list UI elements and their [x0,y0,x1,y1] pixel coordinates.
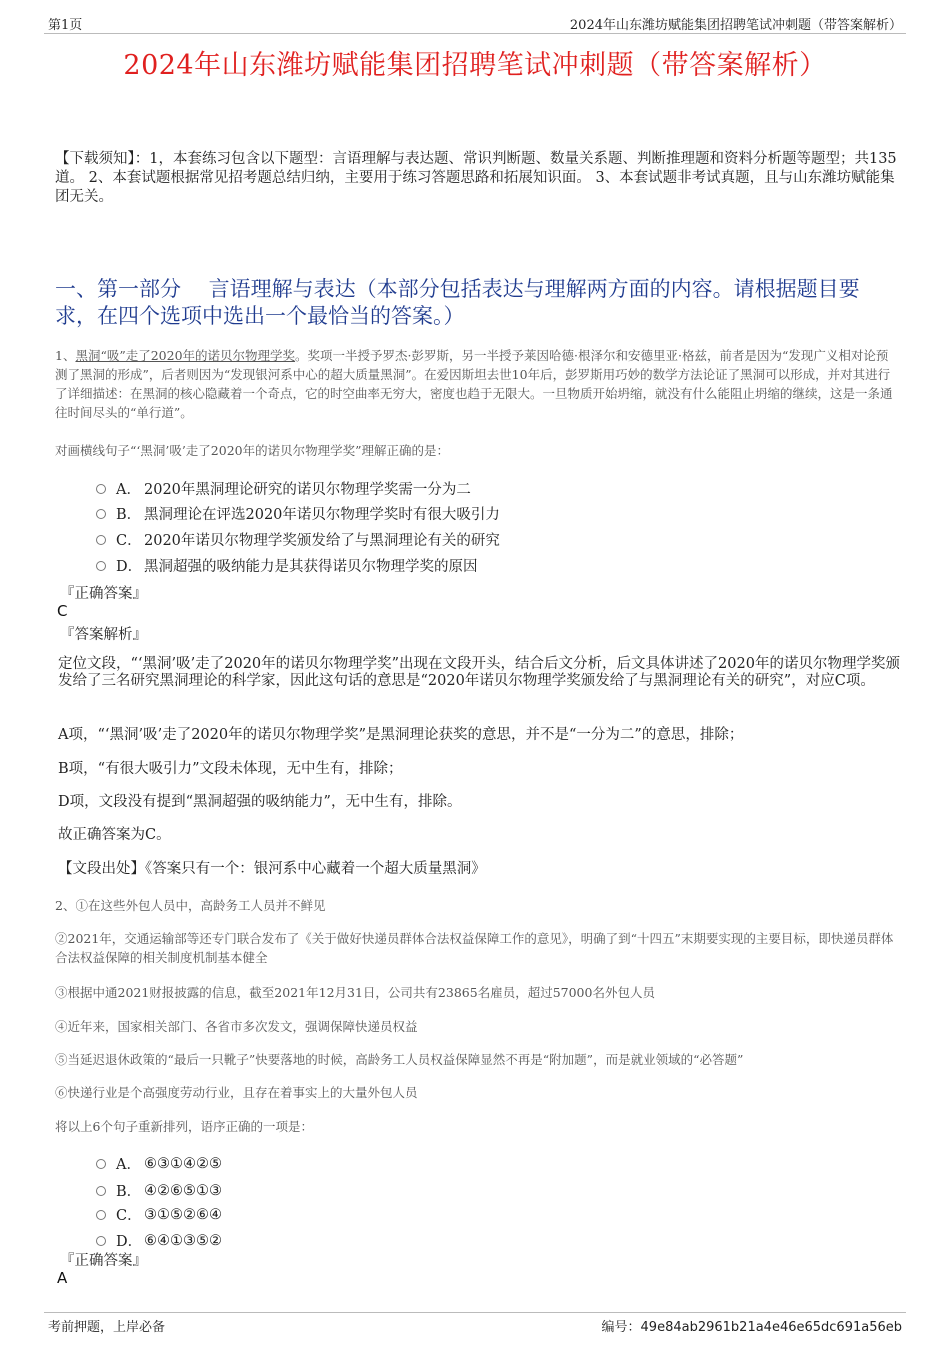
radio-icon[interactable] [96,484,106,494]
q2-sentence-3: ③根据中通2021财报披露的信息，截至2021年12月31日，公司共有23865名雇员，超过57000名外包人员 [55,985,655,1000]
document-code: 49e84ab2961b21a4e46e65dc691a56eb [640,1320,902,1335]
q2-option-c[interactable]: C． ③①⑤②⑥④ [96,1204,896,1225]
q2-answer-label: 『正确答案』 [60,1253,147,1269]
q1-question: 对画横线句子“‘黑洞’吸’走了2020年的诺贝尔物理学奖”理解正确的是： [55,443,450,458]
radio-icon[interactable] [96,1236,106,1246]
q2-sentence-5: ⑤当延迟退休政策的“最后一只靴子”快要落地的时候，高龄务工人员权益保障显然不再是“附加题”，而是就业领域的“必答题” [55,1052,744,1067]
q2-answer: A [57,1269,68,1287]
radio-icon[interactable] [96,535,106,545]
radio-icon[interactable] [96,561,106,571]
q1-option-d[interactable]: D． 黑洞超强的吸纳能力是其获得诺贝尔物理学奖的原因 [96,555,896,576]
q1-analysis-d: D项，文段没有提到“黑洞超强的吸纳能力”，无中生有，排除。 [58,794,462,810]
q1-analysis-b: B项，“有很大吸引力”文段未体现，无中生有，排除； [58,761,403,777]
page-number: 第1页 [48,18,83,33]
q2-sentence-2: ②2021年，交通运输部等还专门联合发布了《关于做好快递员群体合法权益保障工作的意见》，明确了到“十四五”末期要实现的主要目标，即快递员群体合法权益保障的相关制度机制基本健全 [55,931,894,965]
q2-sentence-1: 2、①在这些外包人员中，高龄务工人员并不鲜见 [55,898,326,913]
q1-passage-text: 。奖项一半授予罗杰·彭罗斯，另一半授予莱因哈德·根泽尔和安德里亚·格兹，前者是因为“发现广义相对论预测了黑洞的形成”，后者则因为“发现银河系中心的超大质量黑洞”。在爱因斯坦去世10年后，彭罗斯用巧妙的数学方法论证了黑洞可以形成，并对其进行了详细描述：在黑洞的核心隐藏着一个奇点，它的时空曲率无穷大，密度也趋于无限大。一旦物质开始坍缩，就没有什么能阻止坍缩的继续，这是一条通往时间尽头的“单行道”。 [55,348,893,420]
q2-sentence-4: ④近年来，国家相关部门、各省市多次发文，强调保障快递员权益 [55,1019,418,1034]
q1-option-a[interactable]: A． 2020年黑洞理论研究的诺贝尔物理学奖需一分为二 [96,478,896,499]
download-notice: 【下载须知】：1，本套练习包含以下题型：言语理解与表达题、常识判断题、数量关系题、判断推理题和资料分析题等题型；共135道。 2、本套试题根据常见招考题总结归纳，主要用于练习答题思路和拓展知识面。 3、本套试题非考试真题，且与山东潍坊赋能集团无关。 [55,151,897,205]
footer-code: 编号：49e84ab2961b21a4e46e65dc691a56eb [601,1320,902,1335]
q1-analysis-conclusion: 故正确答案为C。 [58,827,171,843]
running-header-title: 2024年山东潍坊赋能集团招聘笔试冲刺题（带答案解析） [569,18,902,33]
q1-analysis-paragraph: 定位文段，“‘黑洞’吸’走了2020年的诺贝尔物理学奖”出现在文段开头，结合后文分析，后文具体讲述了2020年的诺贝尔物理学奖颁发给了三名研究黑洞理论的科学家，因此这句话的意思是“2020年诺贝尔物理学奖颁发给了与黑洞理论有关的研究”，对应C项。 [58,656,900,689]
q1-underlined-sentence: 黑洞“吸”走了2020年的诺贝尔物理学奖 [75,348,296,363]
document-title: 2024年山东潍坊赋能集团招聘笔试冲刺题（带答案解析） [123,50,827,81]
q2-question: 将以上6个句子重新排列，语序正确的一项是： [55,1119,313,1134]
q1-answer: C [57,602,68,620]
q2-option-b[interactable]: B． ④②⑥⑤①③ [96,1180,896,1201]
q1-source: 【文段出处】《答案只有一个：银河系中心藏着一个超大质量黑洞》 [58,861,486,877]
q1-analysis-label: 『答案解析』 [60,627,147,643]
radio-icon[interactable] [96,1210,106,1220]
q1-analysis-a: A项，“‘黑洞’吸’走了2020年的诺贝尔物理学奖”是黑洞理论获奖的意思，并不是“一分为二”的意思，排除； [58,727,744,743]
section-heading: 一、第一部分 言语理解与表达（本部分包括表达与理解两方面的内容。请根据题目要求，在四个选项中选出一个最恰当的答案。） [55,277,860,328]
footer-slogan: 考前押题，上岸必备 [48,1320,166,1335]
q2-sentence-6: ⑥快递行业是个高强度劳动行业，且存在着事实上的大量外包人员 [55,1085,418,1100]
radio-icon[interactable] [96,1186,106,1196]
q1-answer-label: 『正确答案』 [60,586,147,602]
q2-option-a[interactable]: A． ⑥③①④②⑤ [96,1153,896,1174]
q1-number: 1、 [55,348,76,363]
q1-passage [55,346,900,422]
q1-option-b[interactable]: B． 黑洞理论在评选2020年诺贝尔物理学奖时有很大吸引力 [96,503,896,524]
q1-option-c[interactable]: C． 2020年诺贝尔物理学奖颁发给了与黑洞理论有关的研究 [96,529,896,550]
radio-icon[interactable] [96,1159,106,1169]
q2-option-d[interactable]: D． ⑥④①③⑤② [96,1230,896,1251]
header-divider [44,33,906,34]
footer-divider [44,1312,906,1313]
radio-icon[interactable] [96,509,106,519]
